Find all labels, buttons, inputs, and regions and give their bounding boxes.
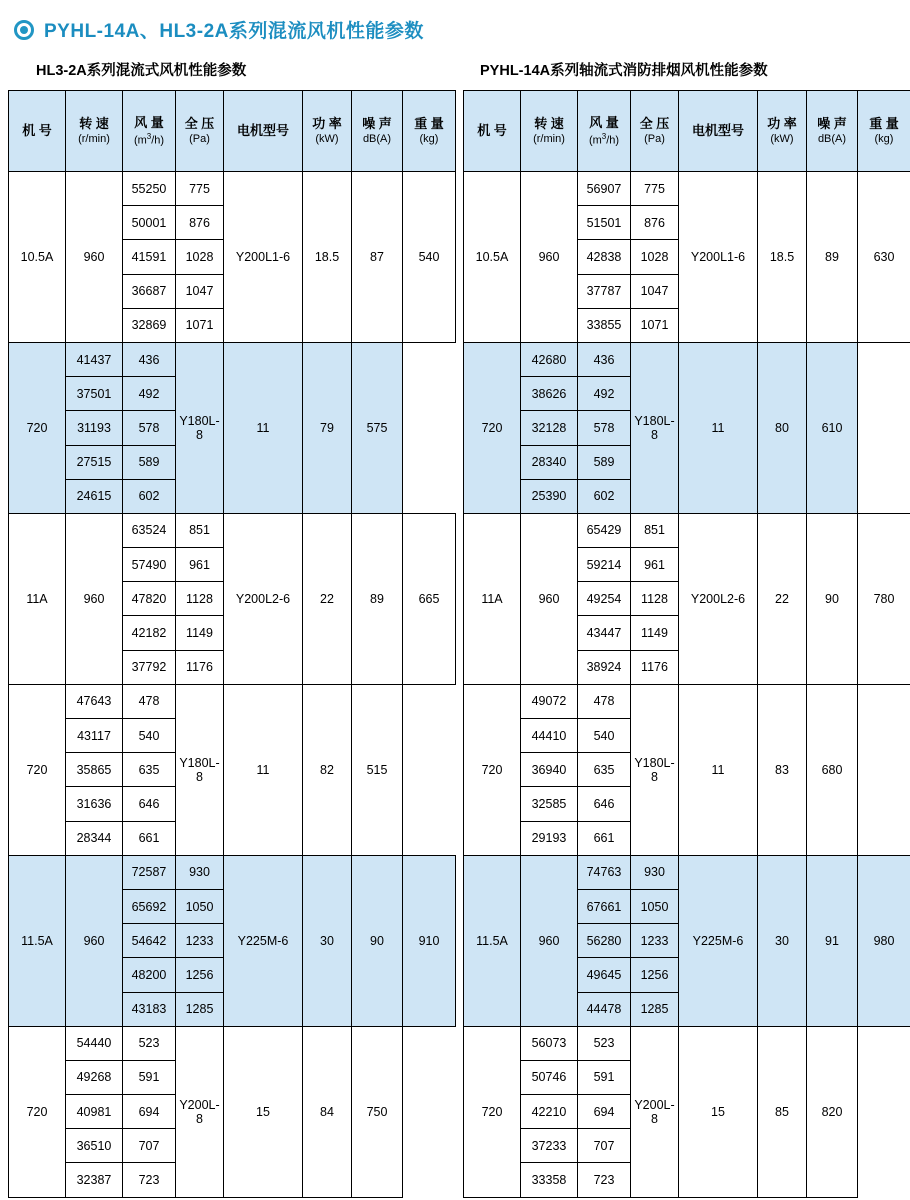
cell-motor: Y200L2-6	[679, 513, 758, 684]
cell-flow: 59214	[578, 548, 631, 582]
cell-motor: Y200L-8	[176, 1026, 224, 1197]
cell-power: 11	[224, 684, 303, 855]
cell-flow: 42838	[578, 240, 631, 274]
cell-model: 11A	[9, 513, 66, 684]
cell-flow: 49268	[66, 1060, 123, 1094]
table-row	[9, 684, 456, 718]
cell-pressure: 1149	[631, 616, 679, 650]
cell-flow: 49072	[521, 684, 578, 718]
target-bullet-icon	[14, 20, 34, 40]
cell-power: 11	[224, 342, 303, 513]
cell-pressure: 1071	[631, 308, 679, 342]
cell-pressure: 1050	[176, 889, 224, 923]
cell-pressure: 1028	[631, 240, 679, 274]
cell-pressure: 478	[123, 684, 176, 718]
cell-flow: 37233	[521, 1129, 578, 1163]
cell-noise: 83	[758, 684, 807, 855]
table-row	[464, 855, 910, 889]
cell-pressure: 1233	[631, 924, 679, 958]
cell-weight: 665	[403, 513, 456, 684]
cell-speed: 960	[521, 172, 578, 343]
perf-table-0	[8, 90, 456, 1198]
cell-pressure: 1047	[176, 274, 224, 308]
cell-pressure: 635	[578, 753, 631, 787]
cell-flow: 55250	[123, 172, 176, 206]
cell-flow: 42182	[123, 616, 176, 650]
cell-weight: 820	[807, 1026, 858, 1197]
cell-power: 15	[679, 1026, 758, 1197]
cell-motor: Y180L-8	[176, 342, 224, 513]
cell-pressure: 1256	[176, 958, 224, 992]
cell-pressure: 578	[123, 411, 176, 445]
cell-pressure: 540	[123, 719, 176, 753]
cell-pressure: 876	[631, 206, 679, 240]
cell-pressure: 646	[578, 787, 631, 821]
cell-noise: 85	[758, 1026, 807, 1197]
cell-flow: 37501	[66, 377, 123, 411]
cell-flow: 32128	[521, 411, 578, 445]
cell-pressure: 578	[578, 411, 631, 445]
cell-flow: 36510	[66, 1129, 123, 1163]
cell-flow: 27515	[66, 445, 123, 479]
cell-pressure: 1285	[631, 992, 679, 1026]
page-title: PYHL-14A、HL3-2A系列混流风机性能参数	[44, 21, 424, 42]
table-row	[464, 513, 910, 547]
cell-weight: 750	[352, 1026, 403, 1197]
cell-flow: 47643	[66, 684, 123, 718]
table-row	[9, 855, 456, 889]
cell-flow: 37792	[123, 650, 176, 684]
perf-table-1	[463, 90, 910, 1198]
tables-container	[8, 90, 902, 1198]
cell-pressure: 694	[123, 1095, 176, 1129]
cell-speed: 720	[9, 684, 66, 855]
cell-power: 18.5	[758, 172, 807, 343]
cell-pressure: 1071	[176, 308, 224, 342]
data-block	[9, 684, 456, 855]
cell-model: 11.5A	[464, 855, 521, 1026]
cell-model: 10.5A	[464, 172, 521, 343]
cell-pressure: 478	[578, 684, 631, 718]
cell-pressure: 591	[578, 1060, 631, 1094]
cell-weight: 515	[352, 684, 403, 855]
cell-pressure: 1149	[176, 616, 224, 650]
col-header-pressure: 全 压 (Pa)	[631, 91, 679, 172]
table-pyhl-14a	[463, 90, 910, 1198]
cell-power: 30	[758, 855, 807, 1026]
cell-model: 10.5A	[9, 172, 66, 343]
data-block	[464, 172, 910, 343]
cell-speed: 960	[521, 855, 578, 1026]
cell-motor: Y200L2-6	[224, 513, 303, 684]
cell-weight: 910	[403, 855, 456, 1026]
cell-speed: 720	[9, 1026, 66, 1197]
table-row	[464, 342, 910, 376]
cell-pressure: 1047	[631, 274, 679, 308]
cell-motor: Y200L1-6	[679, 172, 758, 343]
cell-flow: 56073	[521, 1026, 578, 1060]
col-header-flow: 风 量 $(m^3/h)$	[123, 91, 176, 172]
cell-motor: Y225M-6	[679, 855, 758, 1026]
cell-flow: 56907	[578, 172, 631, 206]
cell-flow: 57490	[123, 548, 176, 582]
cell-flow: 44410	[521, 719, 578, 753]
data-block	[464, 513, 910, 684]
cell-pressure: 930	[631, 855, 679, 889]
cell-flow: 29193	[521, 821, 578, 855]
cell-flow: 44478	[578, 992, 631, 1026]
cell-pressure: 646	[123, 787, 176, 821]
cell-flow: 40981	[66, 1095, 123, 1129]
cell-motor: Y200L-8	[631, 1026, 679, 1197]
cell-power: 11	[679, 342, 758, 513]
col-header-noise: 噪 声 dB(A)	[352, 91, 403, 172]
cell-pressure: 492	[123, 377, 176, 411]
cell-pressure: 589	[123, 445, 176, 479]
cell-noise: 91	[807, 855, 858, 1026]
cell-pressure: 723	[578, 1163, 631, 1197]
cell-flow: 65692	[123, 889, 176, 923]
table-hl3-2a	[8, 90, 456, 1198]
cell-noise: 80	[758, 342, 807, 513]
cell-pressure: 1128	[176, 582, 224, 616]
cell-flow: 51501	[578, 206, 631, 240]
col-header-motor: 电机型号	[224, 91, 303, 172]
cell-pressure: 961	[176, 548, 224, 582]
cell-flow: 31193	[66, 411, 123, 445]
cell-pressure: 1128	[631, 582, 679, 616]
col-header-noise: 噪 声 dB(A)	[807, 91, 858, 172]
cell-speed: 720	[9, 342, 66, 513]
cell-power: 22	[303, 513, 352, 684]
cell-weight: 610	[807, 342, 858, 513]
cell-flow: 54642	[123, 924, 176, 958]
cell-flow: 49254	[578, 582, 631, 616]
col-header-model: 机 号	[9, 91, 66, 172]
col-header-power: 功 率 (kW)	[303, 91, 352, 172]
cell-power: 11	[679, 684, 758, 855]
cell-pressure: 1176	[631, 650, 679, 684]
table-row	[464, 1026, 910, 1060]
subtitle-row	[8, 53, 902, 90]
table-row	[9, 1026, 456, 1060]
cell-noise: 79	[303, 342, 352, 513]
page-header	[8, 0, 902, 53]
cell-pressure: 1285	[176, 992, 224, 1026]
col-header-speed: 转 速 (r/min)	[521, 91, 578, 172]
col-header-power: 功 率 (kW)	[758, 91, 807, 172]
col-header-speed: 转 速 (r/min)	[66, 91, 123, 172]
cell-pressure: 661	[578, 821, 631, 855]
cell-model: 11.5A	[9, 855, 66, 1026]
cell-power: 18.5	[303, 172, 352, 343]
cell-pressure: 851	[631, 513, 679, 547]
cell-noise: 87	[352, 172, 403, 343]
cell-flow: 43183	[123, 992, 176, 1026]
cell-flow: 41591	[123, 240, 176, 274]
cell-pressure: 523	[578, 1026, 631, 1060]
cell-motor: Y180L-8	[631, 684, 679, 855]
cell-noise: 90	[807, 513, 858, 684]
data-block	[9, 342, 456, 513]
cell-flow: 43117	[66, 719, 123, 753]
cell-pressure: 775	[631, 172, 679, 206]
cell-pressure: 436	[578, 342, 631, 376]
cell-pressure: 635	[123, 753, 176, 787]
data-block	[9, 855, 456, 1026]
cell-pressure: 602	[578, 479, 631, 513]
cell-flow: 32585	[521, 787, 578, 821]
cell-pressure: 540	[578, 719, 631, 753]
cell-noise: 82	[303, 684, 352, 855]
cell-pressure: 591	[123, 1060, 176, 1094]
cell-flow: 31636	[66, 787, 123, 821]
cell-weight: 980	[858, 855, 910, 1026]
cell-flow: 50746	[521, 1060, 578, 1094]
cell-flow: 42210	[521, 1095, 578, 1129]
cell-flow: 63524	[123, 513, 176, 547]
table-header-row	[9, 91, 456, 172]
cell-flow: 25390	[521, 479, 578, 513]
cell-pressure: 707	[578, 1129, 631, 1163]
cell-flow: 32387	[66, 1163, 123, 1197]
cell-pressure: 930	[176, 855, 224, 889]
cell-speed: 720	[464, 1026, 521, 1197]
cell-flow: 74763	[578, 855, 631, 889]
data-block	[464, 684, 910, 855]
table-row	[9, 513, 456, 547]
cell-speed: 720	[464, 342, 521, 513]
cell-flow: 67661	[578, 889, 631, 923]
cell-power: 22	[758, 513, 807, 684]
cell-flow: 33358	[521, 1163, 578, 1197]
data-block	[9, 513, 456, 684]
cell-motor: Y180L-8	[176, 684, 224, 855]
cell-noise: 84	[303, 1026, 352, 1197]
cell-flow: 35865	[66, 753, 123, 787]
cell-flow: 47820	[123, 582, 176, 616]
col-header-flow: 风 量 $(m^3/h)$	[578, 91, 631, 172]
cell-speed: 960	[66, 172, 123, 343]
subtitle-right: PYHL-14A系列轴流式消防排烟风机性能参数	[480, 63, 768, 79]
col-header-motor: 电机型号	[679, 91, 758, 172]
cell-weight: 575	[352, 342, 403, 513]
cell-flow: 54440	[66, 1026, 123, 1060]
cell-pressure: 876	[176, 206, 224, 240]
cell-flow: 38626	[521, 377, 578, 411]
cell-pressure: 1233	[176, 924, 224, 958]
cell-pressure: 436	[123, 342, 176, 376]
cell-pressure: 602	[123, 479, 176, 513]
cell-weight: 680	[807, 684, 858, 855]
cell-flow: 49645	[578, 958, 631, 992]
cell-weight: 630	[858, 172, 910, 343]
cell-flow: 56280	[578, 924, 631, 958]
cell-flow: 48200	[123, 958, 176, 992]
data-block	[464, 1026, 910, 1197]
cell-pressure: 1050	[631, 889, 679, 923]
cell-pressure: 492	[578, 377, 631, 411]
cell-noise: 90	[352, 855, 403, 1026]
cell-noise: 89	[352, 513, 403, 684]
cell-pressure: 523	[123, 1026, 176, 1060]
table-header-row	[464, 91, 910, 172]
cell-pressure: 1176	[176, 650, 224, 684]
cell-speed: 960	[66, 855, 123, 1026]
cell-pressure: 851	[176, 513, 224, 547]
cell-speed: 960	[521, 513, 578, 684]
table-row	[9, 342, 456, 376]
cell-motor: Y180L-8	[631, 342, 679, 513]
cell-noise: 89	[807, 172, 858, 343]
cell-weight: 540	[403, 172, 456, 343]
cell-pressure: 707	[123, 1129, 176, 1163]
cell-flow: 36687	[123, 274, 176, 308]
cell-speed: 960	[66, 513, 123, 684]
data-block	[9, 172, 456, 343]
cell-flow: 65429	[578, 513, 631, 547]
cell-power: 30	[303, 855, 352, 1026]
table-row	[9, 172, 456, 206]
data-block	[9, 1026, 456, 1197]
cell-weight: 780	[858, 513, 910, 684]
data-block	[464, 855, 910, 1026]
cell-flow: 28340	[521, 445, 578, 479]
table-row	[464, 172, 910, 206]
cell-motor: Y200L1-6	[224, 172, 303, 343]
cell-motor: Y225M-6	[224, 855, 303, 1026]
cell-pressure: 589	[578, 445, 631, 479]
cell-flow: 32869	[123, 308, 176, 342]
table-row	[464, 684, 910, 718]
cell-speed: 720	[464, 684, 521, 855]
cell-flow: 24615	[66, 479, 123, 513]
cell-pressure: 723	[123, 1163, 176, 1197]
cell-flow: 38924	[578, 650, 631, 684]
cell-flow: 28344	[66, 821, 123, 855]
cell-pressure: 961	[631, 548, 679, 582]
subtitle-left: HL3-2A系列混流式风机性能参数	[36, 63, 247, 79]
col-header-model: 机 号	[464, 91, 521, 172]
cell-flow: 36940	[521, 753, 578, 787]
cell-flow: 43447	[578, 616, 631, 650]
cell-flow: 42680	[521, 342, 578, 376]
col-header-weight: 重 量 (kg)	[403, 91, 456, 172]
col-header-weight: 重 量 (kg)	[858, 91, 910, 172]
cell-pressure: 1256	[631, 958, 679, 992]
cell-pressure: 1028	[176, 240, 224, 274]
cell-flow: 50001	[123, 206, 176, 240]
cell-model: 11A	[464, 513, 521, 684]
cell-pressure: 775	[176, 172, 224, 206]
cell-flow: 72587	[123, 855, 176, 889]
cell-flow: 37787	[578, 274, 631, 308]
cell-power: 15	[224, 1026, 303, 1197]
cell-flow: 33855	[578, 308, 631, 342]
cell-flow: 41437	[66, 342, 123, 376]
data-block	[464, 342, 910, 513]
col-header-pressure: 全 压 (Pa)	[176, 91, 224, 172]
cell-pressure: 694	[578, 1095, 631, 1129]
cell-pressure: 661	[123, 821, 176, 855]
